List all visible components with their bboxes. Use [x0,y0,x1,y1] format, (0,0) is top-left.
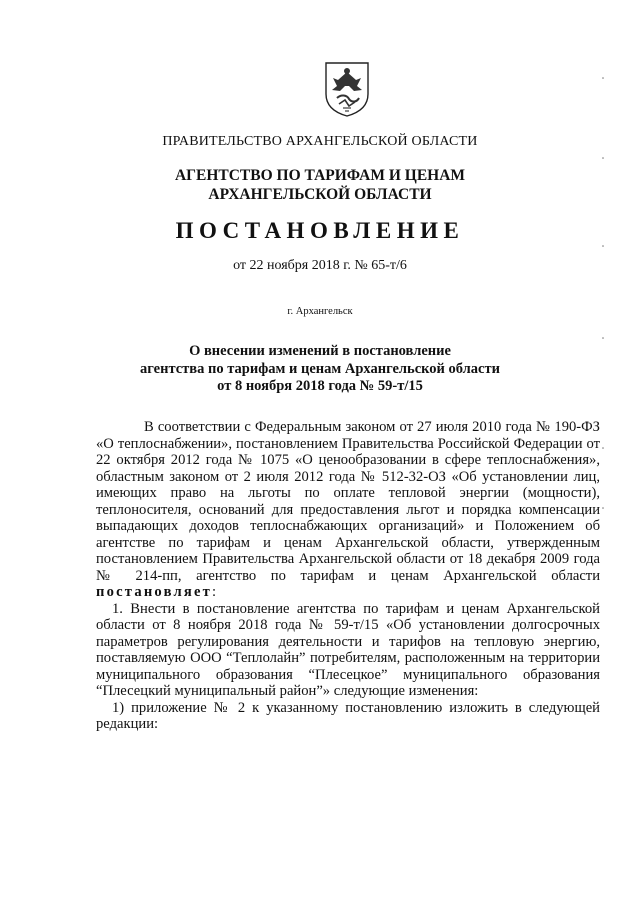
resolves-colon: : [212,584,217,600]
subject-line3: от 8 ноября 2018 года № 59-т/15 [217,378,423,394]
decree-title: ПОСТАНОВЛЕНИЕ [175,218,465,243]
subitem-1-paragraph: 1) приложение № 2 к указанному постановлению изложить в следующей редакции: [96,699,600,732]
subject-line2: агентства по тарифам и ценам Архангельской области [140,360,500,377]
agency-name [0,166,640,204]
resolves-word: постановляет [96,584,212,600]
decree-date-number: от 22 ноября 2018 г. № 65-т/6 [233,258,407,273]
government-title: ПРАВИТЕЛЬСТВО АРХАНГЕЛЬСКОЙ ОБЛАСТИ [162,134,478,149]
agency-name-line2: АРХАНГЕЛЬСКОЙ ОБЛАСТИ [208,186,432,203]
scan-margin-marks [600,70,606,775]
item-1-paragraph: 1. Внести в постановление агентства по тарифам и ценам Архангельской области от 8 ноября 2018 года № 59-т/15 «Об установлении долгосрочных параметров регулирования деятельности и тарифов на тепловую энергию, поставляемую ООО “Теплолайн” потребителям, расположенным на территории муниципального образования “Плесецкое” муниципального образования “Плесецкий муниципальный район”» следующие изменения: [96,600,600,699]
decree-body [96,419,600,733]
decree-subject [0,343,640,396]
agency-name-line1: АГЕНТСТВО ПО ТАРИФАМ И ЦЕНАМ [174,167,466,184]
subject-line1: О внесении изменений в постановление [189,343,451,359]
preamble-text: В соответствии с Федеральным законом от 27 июля 2010 года № 190-ФЗ «О теплоснабжении», постановлением Правительства Российской Федерации от 22 октября 2012 года № 1075 «О ценообразовании в сфере теплоснабжения», областным законом от 2 июля 2012 года № 512-32-ОЗ «Об установлении лиц, имеющих право на льготы по оплате тепловой энергии (мощности), теплоносителя, оснований для предоставления льгот и порядка компенсации выпадающих доходов теплоснабжающих организаций» и Положением об агентстве по тарифам и ценам Архангельской области, утвержденным постановлением Правительства Архангельской области от 18 декабря 2009 года № 214-пп, агентство по тарифам и ценам Архангельской области [96,419,600,584]
coat-of-arms-icon [323,60,371,118]
city-name: г. Архангельск [287,306,353,317]
preamble-paragraph [96,419,600,601]
